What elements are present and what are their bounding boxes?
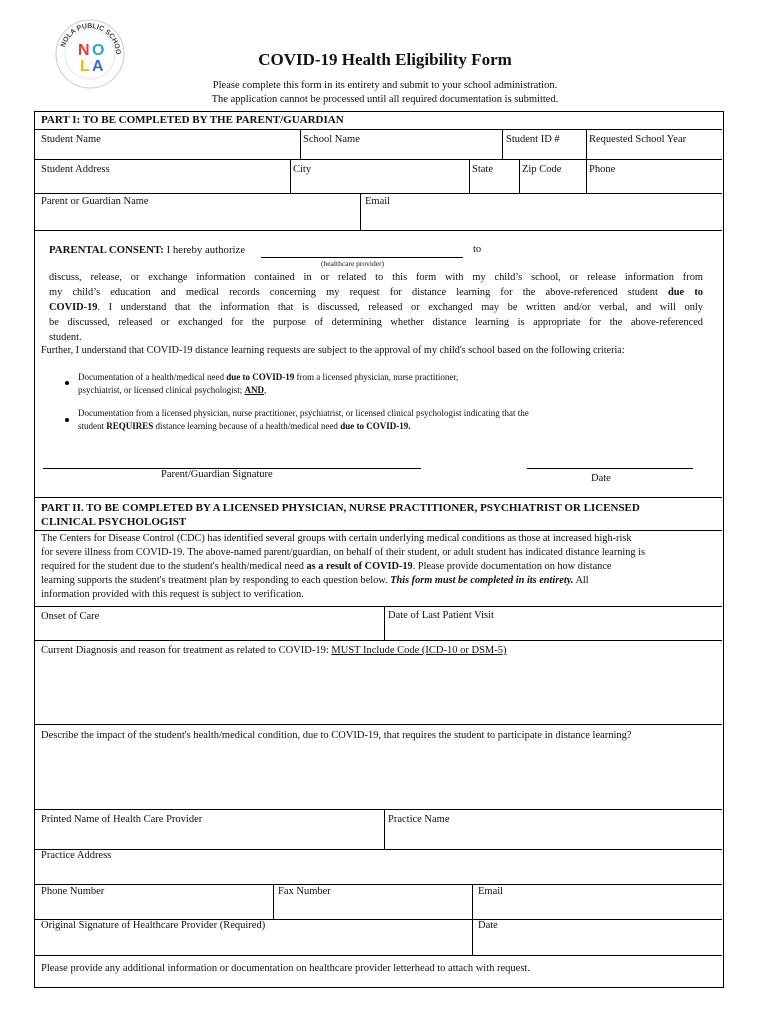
consent-line [49,244,245,256]
parent-email-field[interactable]: Email [365,196,391,207]
consent-paragraph [49,270,703,345]
logo-letter-n: N [78,42,90,59]
practice-name-field[interactable]: Practice Name [388,814,450,825]
parent-signature-label: Parent/Guardian Signature [161,469,273,480]
logo-letter-l: L [80,58,90,75]
student-name-field[interactable]: Student Name [41,134,101,145]
part2-line-2: for severe illness from COVID-19. The above-named parent/guardian, on behalf of their student, or adult student has indicated distance learning is [41,547,645,558]
consent-line-1: discuss, release, or exchange information contained in or related to this form with my child’s school, or release information from [49,272,703,283]
provider-email-field[interactable]: Email [478,886,504,897]
city-field[interactable]: City [293,164,312,175]
student-id-field[interactable]: Student ID # [506,134,560,145]
school-name-field[interactable]: School Name [303,134,360,145]
impact-field[interactable]: Describe the impact of the student's health/medical condition, due to COVID-19, that requires the student to participate in distance learning? [41,730,632,741]
parent-name-field[interactable]: Parent or Guardian Name [41,196,149,207]
parent-date-input[interactable] [527,468,693,469]
part2-paragraph [41,532,715,602]
part2-line-4: learning supports the student's treatment plan by responding to each question below. This form must be completed in its entirety. All [41,575,589,586]
criteria-2: Documentation from a licensed physician, nurse practitioner, psychiatrist, or licensed clinical psychologist indicating that the student REQUIRES distance learning because of a health/medical need due to COVID-19. [78,408,529,431]
provider-date-field[interactable]: Date [478,920,498,931]
provider-caption: (healthcare provider) [321,259,385,268]
consent-line-2: my child’s education and medical records concerning my request for distance learning for the above-referenced student due to [49,287,703,298]
part2-line-5: information provided with this request is subject to verification. [41,589,304,600]
school-year-field[interactable]: Requested School Year [589,134,687,145]
practice-address-field[interactable]: Practice Address [41,850,112,861]
form-title: COVID-19 Health Eligibility Form [258,50,512,69]
instruction-line-2: The application cannot be processed until all required documentation is submitted. [211,94,559,105]
consent-line-5: student. [49,332,82,343]
criteria-1: Documentation of a health/medical need due to COVID-19 from a licensed physician, nurse practitioner, psychiatrist, or licensed clinical psychologist; AND, [78,372,459,395]
phone-field[interactable]: Phone [589,164,616,175]
bullet-1 [65,381,69,385]
consent-line-3: COVID-19. I understand that the information that is discussed, released or exchanged may be written and/or verbal, and will only [49,302,703,313]
student-address-field[interactable]: Student Address [41,164,110,175]
parent-date-label: Date [591,473,611,484]
form-frame [34,111,724,988]
part2-line-1: The Centers for Disease Control (CDC) has identified several groups with certain underlying medical conditions as those at increased high-risk [41,533,632,544]
consent-label: PARENTAL CONSENT: [49,244,164,256]
additional-info-text: Please provide any additional information or documentation on healthcare provider letterhead to attach with request. [41,963,530,974]
state-field[interactable]: State [472,164,493,175]
logo-letter-a: A [92,58,104,75]
last-visit-field[interactable]: Date of Last Patient Visit [388,610,494,621]
fax-field[interactable]: Fax Number [278,886,331,897]
bullet-2 [65,418,69,422]
healthcare-provider-input[interactable] [261,257,463,258]
further-text: Further, I understand that COVID-19 distance learning requests are subject to the approval of my child's school based on the following criteria: [41,345,625,356]
consent-to: to [473,244,482,255]
provider-phone-field[interactable]: Phone Number [41,886,105,897]
part2-line-3: required for the student due to the student's health/medical need as a result of COVID-19. Please provide documentation on how distance [41,561,612,572]
zip-code-field[interactable]: Zip Code [522,164,562,175]
logo-letter-o: O [92,42,105,59]
instruction-line-1: Please complete this form in its entirety and submit to your school administration. [212,80,558,91]
part2-heading: PART II. TO BE COMPLETED BY A LICENSED PHYSICIAN, NURSE PRACTITIONER, PSYCHIATRIST OR LICENSED CLINICAL PSYCHOLOGIST [41,502,640,528]
consent-text: I hereby authorize [163,244,246,256]
diagnosis-field[interactable]: Current Diagnosis and reason for treatment as related to COVID-19: MUST Include Code (ICD-10 or DSM-5) [41,645,507,656]
logo-ring-text: NOLA PUBLIC SCHOO [59,22,122,55]
part1-heading: PART I: TO BE COMPLETED BY THE PARENT/GUARDIAN [41,114,344,126]
provider-signature-field[interactable]: Original Signature of Healthcare Provider (Required) [41,920,266,931]
consent-line-4: be discussed, released or exchanged for the purpose of determining whether distance learning is appropriate for the above-referenced [49,317,703,328]
provider-name-field[interactable]: Printed Name of Health Care Provider [41,814,203,825]
onset-of-care-field[interactable]: Onset of Care [41,611,100,622]
